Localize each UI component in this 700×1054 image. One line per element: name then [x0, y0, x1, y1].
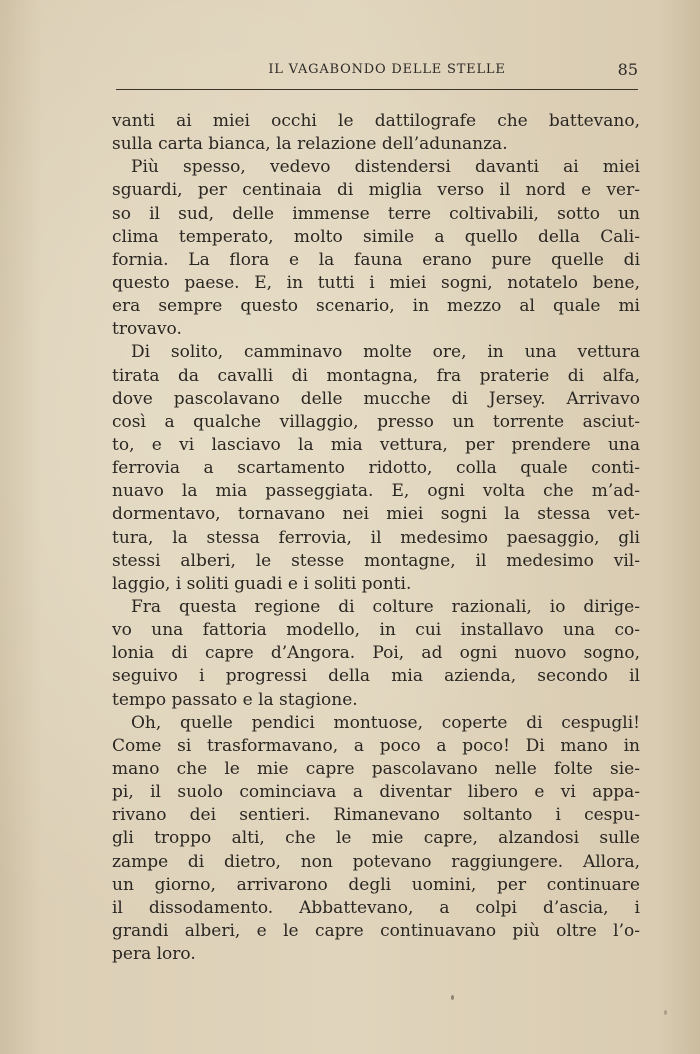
text-line: Oh, quelle pendici montuose, coperte di cespugli! [131, 712, 640, 733]
text-line: to, e vi lasciavo la mia vettura, per prendere una [112, 434, 640, 455]
header-rule [116, 89, 638, 90]
text-line: tempo passato e la stagione. [112, 689, 358, 710]
text-line: dove pascolavano delle mucche di Jersey. Arrivavo [112, 388, 640, 409]
text-line: tirata da cavalli di montagna, fra praterie di alfa, [112, 365, 640, 386]
body-text [112, 110, 640, 966]
text-line: nuavo la mia passeggiata. E, ogni volta che m’ad- [112, 481, 640, 502]
text-line: so il sud, delle immense terre coltivabili, sotto un [112, 203, 640, 224]
text-line: era sempre questo scenario, in mezzo al quale mi [112, 296, 640, 317]
text-line: così a qualche villaggio, presso un torrente asciut- [112, 411, 640, 432]
text-line: Come si trasformavano, a poco a poco! Di mano in [112, 735, 640, 756]
text-line: clima temperato, molto simile a quello della Cali- [112, 226, 640, 247]
text-line: laggio, i soliti guadi e i soliti ponti. [112, 573, 412, 594]
text-line: tura, la stessa ferrovia, il medesimo paesaggio, gli [112, 527, 640, 548]
text-line: stessi alberi, le stesse montagne, il medesimo vil- [112, 550, 640, 571]
text-line: trovavo. [112, 319, 182, 340]
text-line: sguardi, per centinaia di miglia verso il nord e ver- [112, 180, 640, 201]
text-line: Fra questa regione di colture razionali, io dirige- [131, 596, 640, 617]
text-line: rivano dei sentieri. Rimanevano soltanto i cespu- [112, 805, 640, 826]
text-line: un giorno, arrivarono degli uomini, per continuare [112, 874, 640, 895]
page-header [116, 58, 638, 86]
text-line: grandi alberi, e le capre continuavano più oltre l’o- [112, 920, 640, 941]
text-line: lonia di capre d’Angora. Poi, ad ogni nuovo sogno, [112, 643, 640, 664]
text-line: zampe di dietro, non potevano raggiungere. Allora, [112, 851, 640, 872]
text-line: vanti ai miei occhi le dattilografe che battevano, [112, 111, 640, 131]
text-line: seguivo i progressi della mia azienda, secondo il [112, 666, 640, 687]
page-number: 85 [617, 60, 638, 79]
text-line: questo paese. E, in tutti i miei sogni, notatelo bene, [112, 272, 640, 293]
running-title: IL VAGABONDO DELLE STELLE [268, 62, 506, 77]
text-line: il dissodamento. Abbattevano, a colpi d’ascia, i [112, 897, 640, 918]
paper-speck [451, 995, 454, 1000]
paper-speck [664, 1010, 667, 1015]
text-line: fornia. La flora e la fauna erano pure quelle di [112, 249, 640, 270]
text-line: pera loro. [112, 944, 196, 965]
text-line: pi, il suolo cominciava a diventar libero e vi appa- [112, 782, 640, 803]
text-line: vo una fattoria modello, in cui installavo una co- [112, 620, 640, 641]
text-line: Più spesso, vedevo distendersi davanti ai miei [131, 157, 640, 178]
text-line: mano che le mie capre pascolavano nelle folte sie- [112, 758, 640, 779]
text-line: sulla carta bianca, la relazione dell’adunanza. [112, 134, 508, 155]
text-line: Di solito, camminavo molte ore, in una vettura [131, 342, 640, 363]
text-line: ferrovia a scartamento ridotto, colla quale conti- [112, 458, 640, 479]
text-line: dormentavo, tornavano nei miei sogni la stessa vet- [112, 504, 640, 525]
text-line: gli troppo alti, che le mie capre, alzandosi sulle [112, 828, 640, 849]
